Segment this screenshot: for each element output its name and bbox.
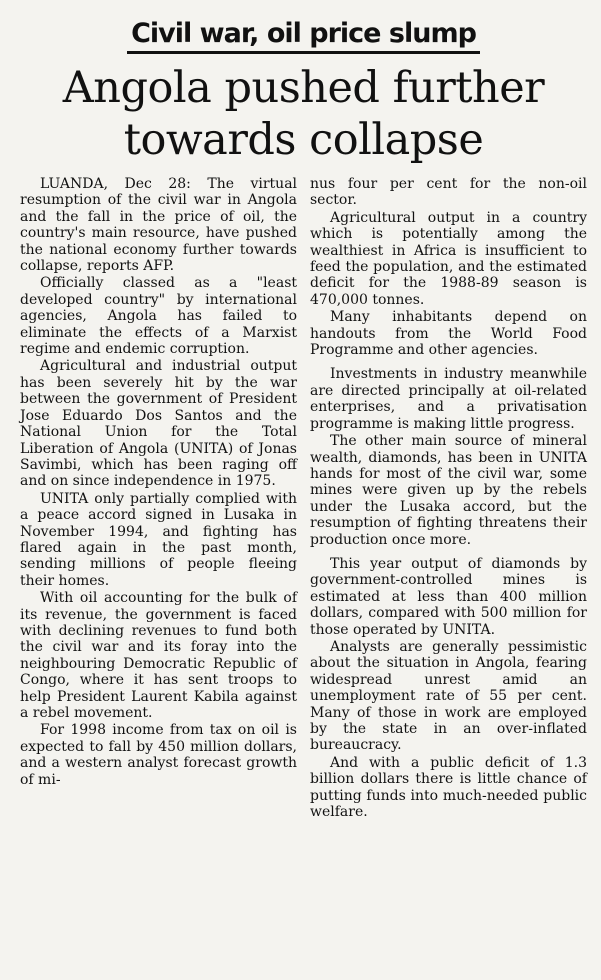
paragraph: Many inhabitants depend on handouts from the World Food Programme and other agencies. <box>310 309 587 359</box>
right-column <box>310 176 587 820</box>
kicker-headline: Civil war, oil price slump <box>127 18 480 54</box>
paragraph: UNITA only partially complied with a peace accord signed in Lusaka in November 1994, and fighting has flared again in the past month, sending millions of people fleeing their homes. <box>20 490 297 589</box>
paragraph: Officially classed as a "least developed country" by international agencies, Angola has failed to eliminate the effects of a Marxist regime and endemic corruption. <box>20 275 297 358</box>
paragraph: Agricultural and industrial output has been severely hit by the war between the government of President Jose Eduardo Dos Santos and the National Union for the Total Liberation of Angola (UNITA) of Jonas Savimbi, which has been raging off and on since independence in 1975. <box>20 358 297 490</box>
paragraph: nus four per cent for the non-oil sector. <box>310 176 587 209</box>
paragraph: For 1998 income from tax on oil is expected to fall by 450 million dollars, and a western analyst forecast growth of mi- <box>20 722 297 788</box>
kicker-wrap <box>20 18 587 54</box>
paragraph: Investments in industry meanwhile are directed principally at oil-related enterprises, and a privatisation programme is making little progress. <box>310 366 587 432</box>
left-column <box>20 176 297 820</box>
paragraph: This year output of diamonds by government-controlled mines is estimated at less than 400 million dollars, compared with 500 million for those operated by UNITA. <box>310 555 587 638</box>
dateline: LUANDA, Dec 28: <box>40 176 191 192</box>
main-headline: Angola pushed further towards collapse <box>62 63 545 165</box>
paragraph: The other main source of mineral wealth, diamonds, has been in UNITA hands for most of the civil war, some mines were given up by the rebels under the Lusaka accord, but the resumption of fighting threatens their production once more. <box>310 433 587 548</box>
article-body <box>20 176 587 820</box>
paragraph: And with a public deficit of 1.3 billion dollars there is little chance of putting funds into much-needed public welfare. <box>310 754 587 821</box>
paragraph: Agricultural output in a country which is potentially among the wealthiest in Africa is insufficient to feed the population, and the estimated deficit for the 1988-89 season is 470,000 tonnes. <box>310 209 587 308</box>
paragraph <box>20 176 297 274</box>
paragraph-text: The virtual resumption of the civil war in Angola and the fall in the price of oil, the country's main resource, have pushed the national economy further towards collapse, reports AFP. <box>20 176 298 275</box>
paragraph: With oil accounting for the bulk of its revenue, the government is faced with declining revenues to fund both the civil war and its foray into the neighbouring Democratic Republic of Congo, where it has sent troops to help President Laurent Kabila against a rebel movement. <box>20 590 297 721</box>
paragraph: Analysts are generally pessimistic about the situation in Angola, fearing widespread unrest amid an unemployment rate of 55 per cent. Many of those in work are employed by the state in an over-inflated bureaucracy. <box>310 638 587 754</box>
